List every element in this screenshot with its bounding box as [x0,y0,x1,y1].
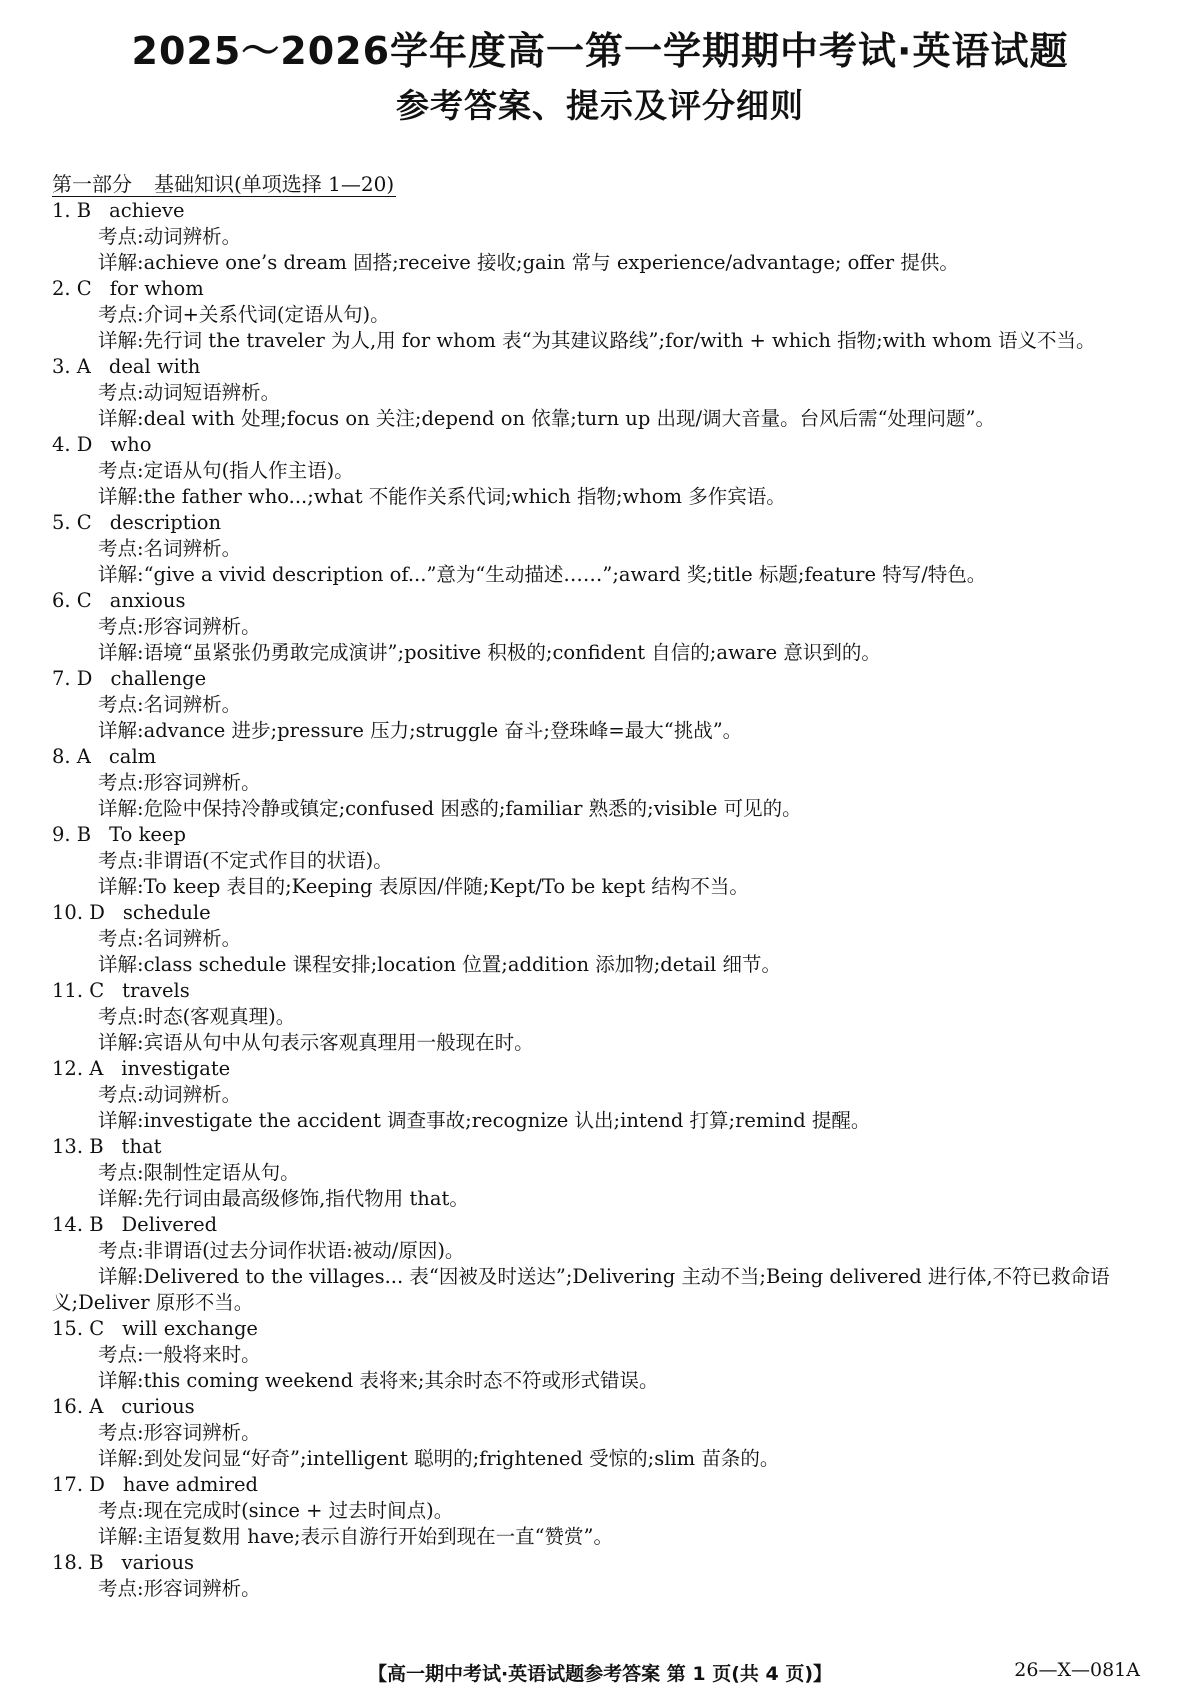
answer-line [52,1056,1152,1082]
answer-item [52,432,1152,510]
answer-item [52,1212,1152,1316]
answer-item [52,1394,1152,1472]
explanation: 详解:class schedule 课程安排;location 位置;addition 添加物;detail 细节。 [98,953,781,976]
explanation: 详解:advance 进步;pressure 压力;struggle 奋斗;登珠峰=最大“挑战”。 [98,719,743,742]
answer-word: Delivered [121,1213,218,1236]
page-subtitle: 参考答案、提示及评分细则 [396,86,804,125]
answer-line [52,1550,1152,1576]
answer-word: have admired [122,1473,258,1496]
question-number: 6. C [52,589,92,612]
answer-word: will exchange [122,1317,258,1340]
test-point: 考点:非谓语(过去分词作状语:被动/原因)。 [98,1239,465,1262]
explanation: 详解:Delivered to the villages... 表“因被及时送达”;Delivering 主动不当;Being delivered 进行体,不符已救命语义;Deliver 原形不当。 [52,1265,1110,1314]
answer-word: that [121,1135,162,1158]
test-point: 考点:动词辨析。 [98,1083,242,1106]
answer-line [52,354,1152,380]
answer-item [52,198,1152,276]
question-number: 1. B [52,199,92,222]
question-number: 3. A [52,355,91,378]
question-number: 4. D [52,433,93,456]
page-title: 2025～2026学年度高一第一学期期中考试·英语试题 [131,29,1069,73]
answer-line [52,1212,1152,1238]
answer-line [52,510,1152,536]
test-point: 考点:形容词辨析。 [98,771,261,794]
explanation: 详解:achieve one’s dream 固搭;receive 接收;gain 常与 experience/advantage; offer 提供。 [98,251,959,274]
answer-word: for whom [109,277,204,300]
answer-word: description [109,511,222,534]
question-number: 5. C [52,511,92,534]
test-point: 考点:时态(客观真理)。 [98,1005,296,1028]
question-number: 17. D [52,1473,105,1496]
test-point: 考点:一般将来时。 [98,1343,261,1366]
question-number: 11. C [52,979,105,1002]
answer-item [52,822,1152,900]
explanation: 详解:宾语从句中从句表示客观真理用一般现在时。 [98,1031,534,1054]
test-point: 考点:名词辨析。 [98,537,242,560]
answer-line [52,276,1152,302]
answer-word: deal with [108,355,201,378]
explanation: 详解:deal with 处理;focus on 关注;depend on 依靠;turn up 出现/调大音量。台风后需“处理问题”。 [98,407,996,430]
question-number: 7. D [52,667,93,690]
section-name: 基础知识(单项选择 1—20) [154,172,395,196]
answer-item [52,1056,1152,1134]
answer-item [52,900,1152,978]
answer-word: To keep [109,823,186,846]
footer-page-info: 【高一期中考试·英语试题参考答案 第 1 页(共 4 页)】 [367,1663,833,1685]
answer-item [52,354,1152,432]
answer-line [52,198,1152,224]
answer-word: calm [108,745,157,768]
answer-item [52,1472,1152,1550]
test-point: 考点:限制性定语从句。 [98,1161,300,1184]
question-number: 12. A [52,1057,104,1080]
answer-word: schedule [122,901,211,924]
question-number: 10. D [52,901,105,924]
question-number: 14. B [52,1213,104,1236]
explanation: 详解:this coming weekend 表将来;其余时态不符或形式错误。 [98,1369,659,1392]
explanation: 详解:investigate the accident 调查事故;recognize 认出;intend 打算;remind 提醒。 [98,1109,871,1132]
test-point: 考点:现在完成时(since + 过去时间点)。 [98,1499,454,1522]
answer-line [52,1472,1152,1498]
test-point: 考点:名词辨析。 [98,927,242,950]
question-number: 15. C [52,1317,105,1340]
test-point: 考点:定语从句(指人作主语)。 [98,459,354,482]
test-point: 考点:非谓语(不定式作目的状语)。 [98,849,393,872]
answer-item [52,1316,1152,1394]
explanation: 详解:危险中保持冷静或镇定;confused 困惑的;familiar 熟悉的;visible 可见的。 [98,797,802,820]
question-number: 16. A [52,1395,104,1418]
section-part: 第一部分 [52,172,132,196]
test-point: 考点:形容词辨析。 [98,1421,261,1444]
answer-item [52,1134,1152,1212]
explanation: 详解:the father who...;what 不能作关系代词;which 指物;whom 多作宾语。 [98,485,786,508]
explanation: 详解:主语复数用 have;表示自游行开始到现在一直“赞赏”。 [98,1525,614,1548]
question-number: 13. B [52,1135,104,1158]
answer-item [52,744,1152,822]
explanation: 详解:To keep 表目的;Keeping 表原因/伴随;Kept/To be kept 结构不当。 [98,875,749,898]
answer-word: challenge [110,667,207,690]
answer-word: who [110,433,152,456]
test-point: 考点:形容词辨析。 [98,615,261,638]
explanation: 详解:语境“虽紧张仍勇敢完成演讲”;positive 积极的;confident 自信的;aware 意识到的。 [98,641,881,664]
answer-line [52,900,1152,926]
answer-line [52,666,1152,692]
explanation: 详解:到处发问显“好奇”;intelligent 聪明的;frightened 受惊的;slim 苗条的。 [98,1447,780,1470]
question-number: 9. B [52,823,92,846]
answer-list [52,198,1152,1602]
answer-line [52,822,1152,848]
explanation: 详解:“give a vivid description of...”意为“生动描述……”;award 奖;title 标题;feature 特写/特色。 [98,563,987,586]
explanation: 详解:先行词由最高级修饰,指代物用 that。 [98,1187,469,1210]
test-point: 考点:动词短语辨析。 [98,381,281,404]
answer-word: various [121,1551,195,1574]
test-point: 考点:动词辨析。 [98,225,242,248]
answer-word: achieve [109,199,185,222]
test-point: 考点:形容词辨析。 [98,1577,261,1600]
answer-item [52,1550,1152,1602]
answer-item [52,276,1152,354]
answer-line [52,588,1152,614]
answer-item [52,588,1152,666]
question-number: 2. C [52,277,92,300]
question-number: 18. B [52,1551,104,1574]
answer-item [52,510,1152,588]
section-heading [52,172,396,197]
answer-line [52,744,1152,770]
test-point: 考点:名词辨析。 [98,693,242,716]
answer-item [52,666,1152,744]
footer-code: 26—X—081A [1014,1659,1140,1681]
answer-item [52,978,1152,1056]
answer-word: travels [122,979,190,1002]
answer-line [52,1394,1152,1420]
answer-word: anxious [109,589,186,612]
answer-line [52,1316,1152,1342]
explanation: 详解:先行词 the traveler 为人,用 for whom 表“为其建议路线”;for/with + which 指物;with whom 语义不当。 [98,329,1096,352]
answer-line [52,1134,1152,1160]
answer-line [52,432,1152,458]
answer-word: curious [121,1395,195,1418]
answer-word: investigate [121,1057,231,1080]
question-number: 8. A [52,745,91,768]
test-point: 考点:介词+关系代词(定语从句)。 [98,303,390,326]
answer-line [52,978,1152,1004]
